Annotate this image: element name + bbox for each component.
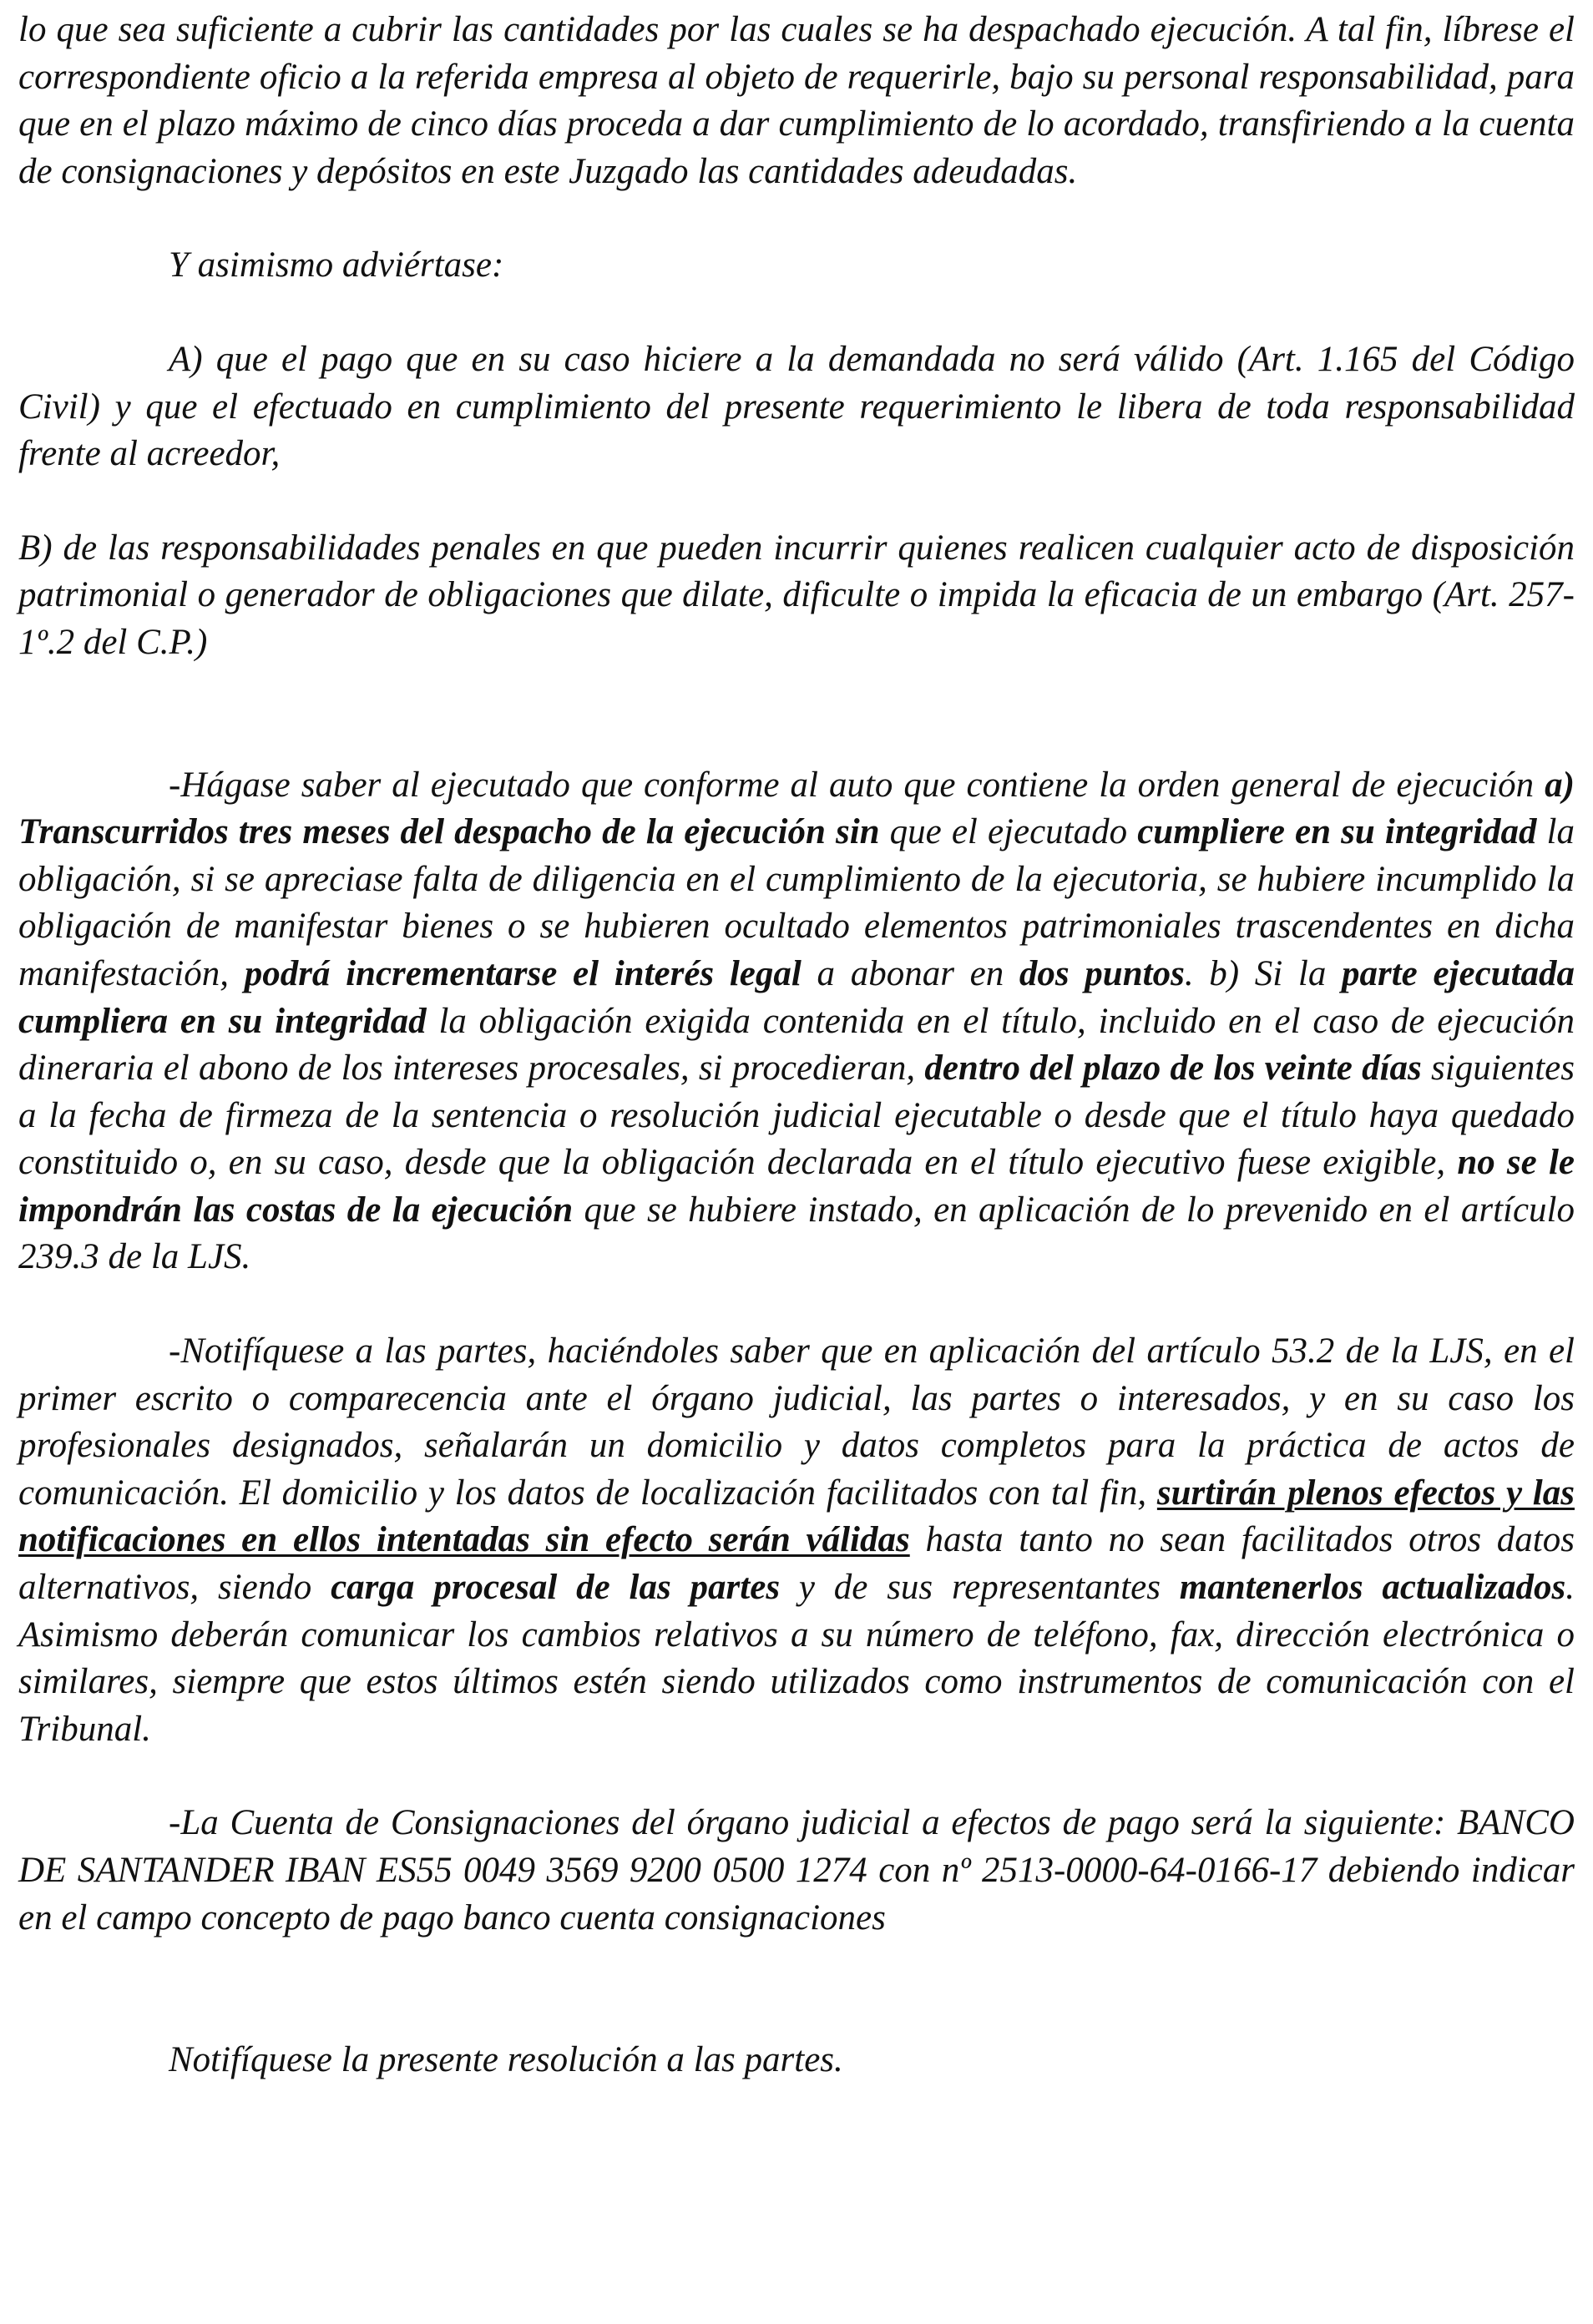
text-span: la obligación, si se apreciase falta de diligencia en el cumplimiento de la ejecutoria, se hubiere incumplido la obligación de manifestar bienes o se hubieren ocultado elementos patrimoniales trascendentes en dicha manifestación, <box>18 812 1575 993</box>
paragraph-advise-heading: Y asimismo adviértase: <box>169 245 504 285</box>
bold-text: dentro del plazo de los veinte días <box>924 1048 1422 1089</box>
text-span: . Asimismo deberán comunicar los cambios relativos a su número de teléfono, fax, dirección electrónica o similares, siempre que estos últimos estén siendo utilizados como instrumentos de comunicación con el Tribunal. <box>18 1568 1575 1749</box>
text-span: -Notifíquese a las partes, haciéndoles saber que en aplicación del artículo 53.2 de la LJS, en el primer escrito o comparecencia ante el órgano judicial, las partes o interesados, y en su caso los profesionales designados, señalarán un domicilio y datos completos para la práctica de actos de comunicación. El domicilio y los datos de localización facilitados con tal fin, <box>18 1331 1575 1513</box>
text-span: siguientes a la fecha de firmeza de la sentencia o resolución judicial ejecutable o desde que el título haya quedado constituido o, en su caso, desde que la obligación declarada en el título ejecutivo fuese exigible, <box>18 1048 1575 1183</box>
paragraph-execution-order: lo que sea suficiente a cubrir las cantidades por las cuales se ha despachado ejecución. A tal fin, líbrese el correspondiente oficio a la referida empresa al objeto de requerirle, bajo su personal responsabilidad, para que en el plazo máximo de cinco días proceda a dar cumplimiento de lo acordado, transfiriendo a la cuenta de consignaciones y depósitos en este Juzgado las cantidades adeudadas. <box>18 10 1575 191</box>
bold-text: podrá incrementarse el interés legal <box>244 953 802 993</box>
text-span: . b) Si la <box>1184 953 1342 993</box>
text-span: y de sus representantes <box>780 1568 1180 1608</box>
text-span: a abonar en <box>801 953 1019 993</box>
paragraph-final-notice: Notifíquese la presente resolución a las partes. <box>169 2040 843 2080</box>
bold-text: carga procesal de las partes <box>331 1568 781 1608</box>
bold-text: no se le impondrán las costas de la ejecución <box>18 1143 1575 1230</box>
text-span: que el ejecutado <box>879 812 1138 852</box>
paragraph-point-b: B) de las responsabilidades penales en que pueden incurrir quienes realicen cualquier acto de disposición patrimonial o generador de obligaciones que dilate, dificulte o impida la eficacia de un embargo (Art. 257-1º.2 del C.P.) <box>18 528 1575 662</box>
text-span: la obligación exigida contenida en el título, incluido en el caso de ejecución dineraria el abono de los intereses procesales, si procedieran, <box>18 1001 1575 1089</box>
bold-text: mantenerlos actualizados <box>1179 1568 1566 1608</box>
text-span: hasta tanto no sean facilitados otros datos alternativos, siendo <box>18 1520 1575 1608</box>
paragraph-notice-executed <box>18 762 1575 1282</box>
bold-text: dos puntos <box>1019 953 1185 993</box>
underlined-bold-text: surtirán plenos efectos y las notificaciones en ellos intentadas sin efecto serán válidas <box>18 1473 1575 1560</box>
paragraph-bank-account: -La Cuenta de Consignaciones del órgano judicial a efectos de pago será la siguiente: BANCO DE SANTANDER IBAN ES55 0049 3569 9200 0500 1274 con nº 2513-0000-64-0166-17 debiendo indicar en el campo concepto de pago banco cuenta consignaciones <box>18 1803 1575 1938</box>
text-span: -Hágase saber al ejecutado que conforme al auto que contiene la orden general de ejecución <box>169 765 1545 805</box>
bold-text: parte ejecutada cumpliera en su integridad <box>18 953 1575 1041</box>
paragraph-point-a: A) que el pago que en su caso hiciere a la demandada no será válido (Art. 1.165 del Código Civil) y que el efectuado en cumplimiento del presente requerimiento le libera de toda responsabilidad frente al acreedor, <box>18 339 1575 474</box>
paragraph-notify-parties <box>18 1328 1575 1753</box>
bold-text: cumpliere en su integridad <box>1137 812 1537 852</box>
bold-text: a) Transcurridos tres meses del despacho de la ejecución sin <box>18 765 1575 852</box>
text-span: que se hubiere instado, en aplicación de lo prevenido en el artículo 239.3 de la LJS. <box>18 1190 1575 1277</box>
